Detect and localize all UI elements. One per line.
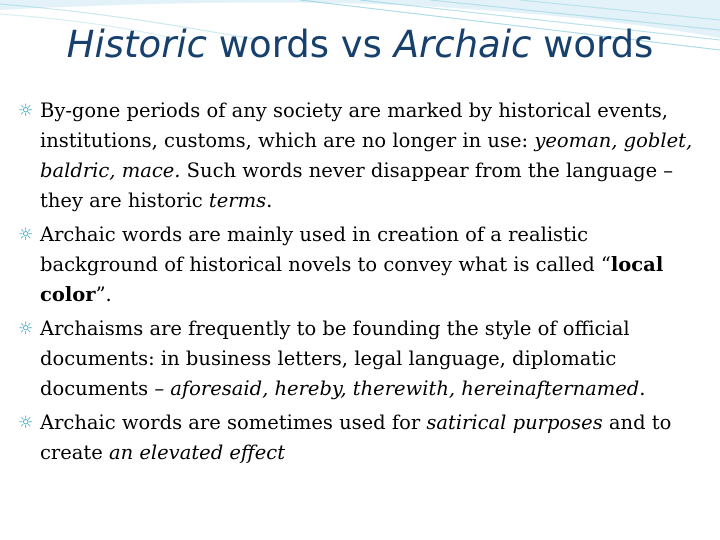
- bullet-4-elevated: an elevated effect: [108, 441, 286, 464]
- bullet-1-text-b: Such words never disappear from the language – they are historic: [40, 159, 674, 212]
- bullet-1-text-a: By-gone periods of any society are marked by historical events, institutions, customs, which are no longer in use:: [40, 99, 668, 152]
- bullet-2-local-color: local color: [40, 253, 664, 306]
- bullet-item: [18, 220, 702, 310]
- bullet-1-examples: yeoman, goblet, baldric, mace.: [40, 129, 693, 182]
- bullet-4-satirical: satirical purposes: [426, 411, 603, 434]
- bullet-3-period: .: [639, 377, 646, 400]
- bullet-2-text-a: Archaic words are mainly used in creation of a realistic background of historical novels to convey what is called “: [40, 223, 611, 276]
- title-archaic: Archaic: [393, 23, 532, 66]
- bullet-1-terms: terms: [208, 189, 267, 212]
- slide-title: [0, 22, 720, 68]
- bullet-text: [40, 223, 663, 306]
- bullet-item: [18, 314, 702, 404]
- sun-burst-icon: ☼: [18, 225, 34, 245]
- bullet-text: [40, 411, 671, 464]
- slide-body: [18, 96, 702, 472]
- bullet-text: [40, 99, 692, 212]
- bullet-item: [18, 96, 702, 216]
- bullet-text: [40, 317, 645, 400]
- bullet-4-text-a: Archaic words are sometimes used for: [40, 411, 427, 434]
- sun-burst-icon: ☼: [18, 413, 34, 433]
- title-middle: words vs: [207, 23, 394, 66]
- bullet-2-text-b: ”.: [95, 283, 112, 306]
- sun-burst-icon: ☼: [18, 319, 34, 339]
- bullet-item: [18, 408, 702, 468]
- bullet-1-period: .: [266, 189, 273, 212]
- bullet-3-text-a: Archaisms are frequently to be founding the style of official documents: in business letters, legal language, diplomatic documents –: [40, 317, 630, 400]
- title-historic: Historic: [66, 23, 208, 66]
- title-end: words: [531, 23, 654, 66]
- bullet-3-examples: aforesaid, hereby, therewith, hereinafternamed: [170, 377, 640, 400]
- bullet-4-text-b: and to create: [40, 411, 672, 464]
- sun-burst-icon: ☼: [18, 101, 34, 121]
